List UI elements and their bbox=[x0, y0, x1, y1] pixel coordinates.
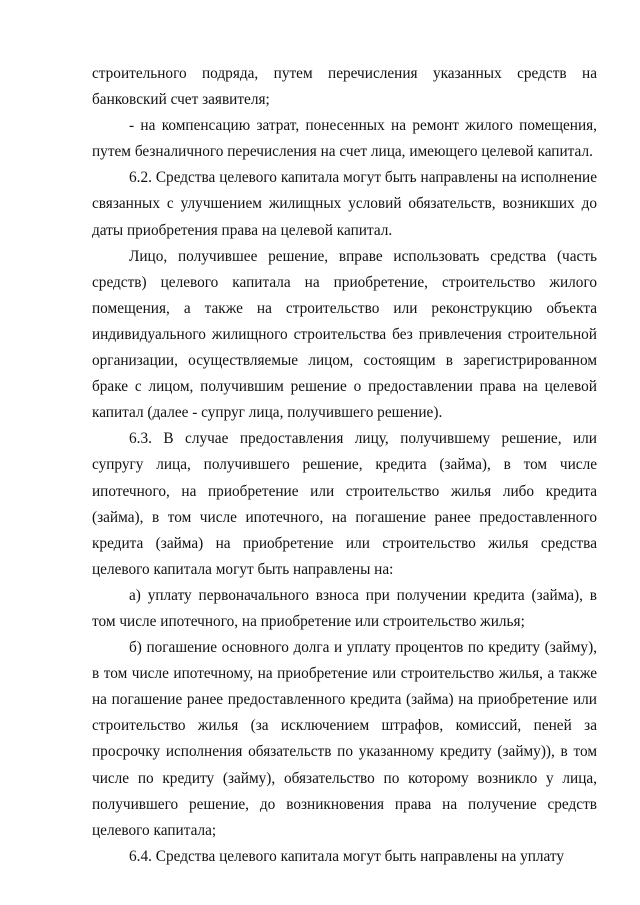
paragraph-7: б) погашение основного долга и уплату процентов по кредиту (займу), в том числе ипотечному, на приобретение или строительство жилья, а также на погашение ранее предоставленного кредита (займа) на приобретение или строительство жилья (за исключением штрафов, комиссий, пеней за просрочку исполнения обязательств по указанному кредиту (займу)), в том числе по кредиту (займу), обязательство по которому возникло у лица, получившего решение, до возникновения права на получение средств целевого капитала; bbox=[92, 639, 597, 839]
paragraph-6: а) уплату первоначального взноса при получении кредита (займа), в том числе ипотечного, на приобретение или строительство жилья; bbox=[92, 586, 597, 630]
paragraph-1: строительного подряда, путем перечисления указанных средств на банковский счет заявителя; bbox=[92, 65, 597, 109]
paragraph-5: 6.3. В случае предоставления лицу, получившему решение, или супругу лица, получившего решение, кредита (займа), в том числе ипотечного, на приобретение или строительство жилья либо кредита (займа), в том числе ипотечного, на погашение ранее предоставленного кредита (займа) на приобретение или строительство жилья средства целевого капитала могут быть направлены на: bbox=[92, 430, 597, 578]
paragraph-2: - на компенсацию затрат, понесенных на ремонт жилого помещения, путем безналичного перечисления на счет лица, имеющего целевой капитал. bbox=[92, 117, 597, 161]
paragraph-4: Лицо, получившее решение, вправе использовать средства (часть средств) целевого капитала на приобретение, строительство жилого помещения, а также на строительство или реконструкцию объекта индивидуального жилищного строительства без привлечения строительной организации, осуществляемые лицом, состоящим в зарегистрированном браке с лицом, получившим решение о предоставлении права на целевой капитал (далее - супруг лица, получившего решение). bbox=[92, 247, 597, 422]
paragraph-3: 6.2. Средства целевого капитала могут быть направлены на исполнение связанных с улучшением жилищных условий обязательств, возникших до даты приобретения права на целевой капитал. bbox=[92, 169, 597, 239]
document-page bbox=[92, 61, 597, 870]
paragraph-8: 6.4. Средства целевого капитала могут быть направлены на уплату bbox=[129, 847, 565, 865]
